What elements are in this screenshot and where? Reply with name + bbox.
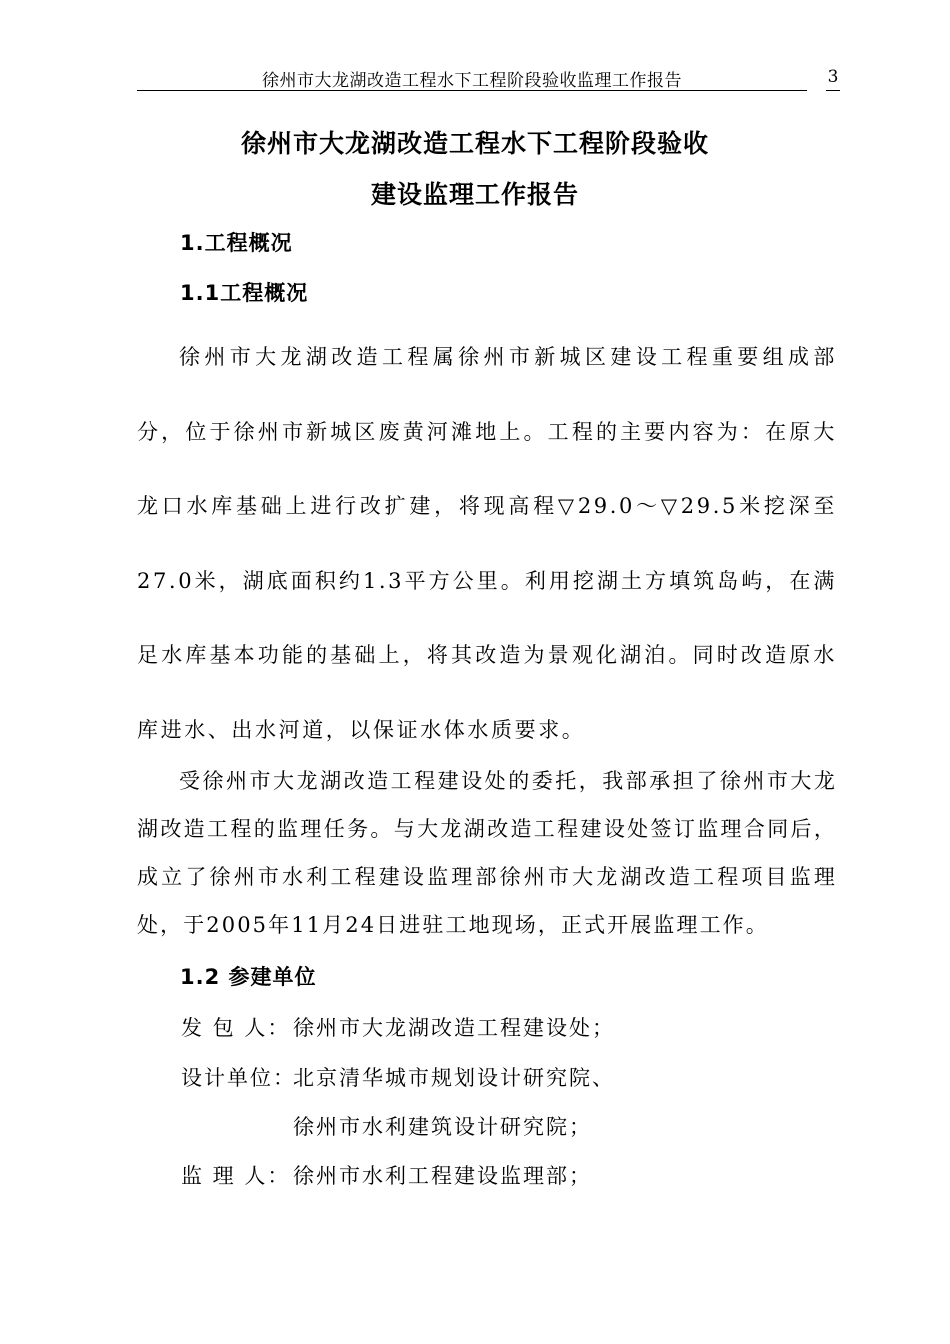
- document-title-line-1: 徐州市大龙湖改造工程水下工程阶段验收: [240, 129, 709, 158]
- section-1-1-heading: 1.1工程概况: [180, 281, 309, 305]
- document-title-line-2: 建设监理工作报告: [370, 180, 579, 209]
- unit-label: 发 包 人：: [181, 1016, 291, 1040]
- section-1-2-heading: 1.2 参建单位: [180, 965, 317, 989]
- page-header: [137, 64, 807, 91]
- paragraph-supervision-entrustment: 受徐州市大龙湖改造工程建设处的委托，我部承担了徐州市大龙湖改造工程的监理任务。与大龙湖改造工程建设处签订监理合同后，成立了徐州市水利工程建设监理部徐州市大龙湖改造工程项目监理处，于2005年11月24日进驻工地现场，正式开展监理工作。: [137, 769, 837, 937]
- paragraph-project-overview: 徐州市大龙湖改造工程属徐州市新城区建设工程重要组成部分，位于徐州市新城区废黄河滩地上。工程的主要内容为：在原大龙口水库基础上进行改扩建，将现高程▽29.0～▽29.5米挖深至27.0米，湖底面积约1.3平方公里。利用挖湖土方填筑岛屿，在满足水库基本功能的基础上，将其改造为景观化湖泊。同时改造原水库进水、出水河道，以保证水体水质要求。: [137, 345, 837, 742]
- unit-label: 设计单位：: [181, 1066, 296, 1090]
- unit-value: 北京清华城市规划设计研究院、: [293, 1066, 615, 1090]
- page-number: 3: [826, 64, 840, 91]
- unit-value: 徐州市水利工程建设监理部；: [293, 1164, 592, 1188]
- section-1-heading: 1.工程概况: [180, 231, 293, 255]
- unit-value: 徐州市大龙湖改造工程建设处；: [293, 1016, 615, 1040]
- unit-label: 监 理 人：: [181, 1164, 291, 1188]
- header-title: 徐州市大龙湖改造工程水下工程阶段验收监理工作报告: [262, 71, 682, 91]
- unit-value: 徐州市水利建筑设计研究院；: [293, 1115, 592, 1139]
